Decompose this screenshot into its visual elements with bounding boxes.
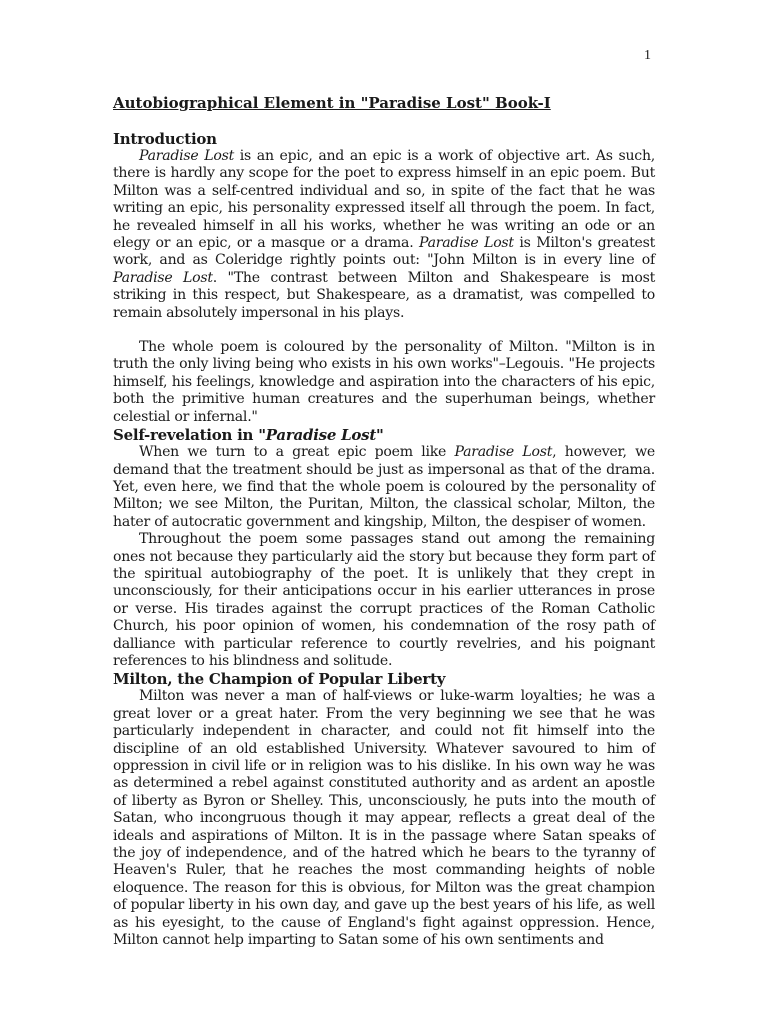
paragraph-gap [113, 322, 655, 339]
italic-text: Paradise Lost [419, 235, 514, 252]
heading-introduction: Introduction [113, 130, 217, 148]
document-title: Autobiographical Element in "Paradise Lost" Book-I [113, 94, 551, 112]
self-revelation-paragraph-2: Throughout the poem some passages stand out among the remaining ones not because they particularly aid the story but because they form part of the spiritual autobiography of the poet. It is unlikely that they crept in unconsciously, for their anticipations occur in his earlier utterances in prose or verse. His tirades against the corrupt practices of the Roman Catholic Church, his poor opinion of women, his condemnation of the rosy path of dalliance with particular reference to courtly revelries, and his poignant references to his blindness and solitude. [113, 531, 655, 669]
italic-text: Paradise Lost [454, 444, 553, 461]
document-body [113, 130, 655, 949]
self-revelation-paragraph-1: When we turn to a great epic poem like Paradise Lost, however, we demand that the treatment should be just as impersonal as that of the drama. Yet, even here, we find that the whole poem is coloured by the personality of Milton; we see Milton, the Puritan, Milton, the classical scholar, Milton, the hater of autocratic government and kingship, Milton, the despiser of women. [113, 444, 655, 530]
intro-paragraph-1: Paradise Lost is an epic, and an epic is a work of objective art. As such, there is hardly any scope for the poet to express himself in an epic poem. But Milton was a self-centred individual and so, in spite of the fact that he was writing an epic, his personality expressed itself all through the poem. In fact, he revealed himself in all his works, whether he was writing an ode or an elegy or an epic, or a masque or a drama. Paradise Lost is Milton's greatest work, and as Coleridge rightly points out: "John Milton is in every line of Paradise Lost. "The contrast between Milton and Shakespeare is most striking in this respect, but Shakespeare, as a dramatist, was compelled to remain absolutely impersonal in his plays. [113, 148, 656, 321]
heading-self-revelation: Self-revelation in "Paradise Lost" [113, 426, 384, 445]
page-number: 1 [644, 48, 651, 63]
italic-text: Paradise Lost [113, 269, 213, 286]
italic-text: Paradise Lost [139, 148, 235, 164]
intro-paragraph-2: The whole poem is coloured by the personality of Milton. "Milton is in truth the only living being who exists in his own works"–Legouis. "He projects himself, his feelings, knowledge and aspiration into the characters of his epic, both the primitive human creatures and the superhuman beings, whether celestial or infernal." [113, 339, 655, 425]
champion-paragraph-1: Milton was never a man of half-views or luke-warm loyalties; he was a great lover or a great hater. From the very beginning we see that he was particularly independent in character, and could not fit himself into the discipline of an old established University. Whatever savoured to him of oppression in civil life or in religion was to his dislike. In his own way he was as determined a rebel against constituted authority and as ardent an apostle of liberty as Byron or Shelley. This, unconsciously, he puts into the mouth of Satan, who incongruous though it may appear, reflects a great deal of the ideals and aspirations of Milton. It is in the passage where Satan speaks of the joy of independence, and of the hatred which he bears to the tyranny of Heaven's Ruler, that he reaches the most commanding heights of noble eloquence. The reason for this is obvious, for Milton was the great champion of popular liberty in his own day, and gave up the best years of his life, as well as his eyesight, to the cause of England's fight against oppression. Hence, Milton cannot help imparting to Satan some of his own sentiments and [113, 688, 655, 949]
heading-champion-of-liberty: Milton, the Champion of Popular Liberty [113, 670, 446, 689]
